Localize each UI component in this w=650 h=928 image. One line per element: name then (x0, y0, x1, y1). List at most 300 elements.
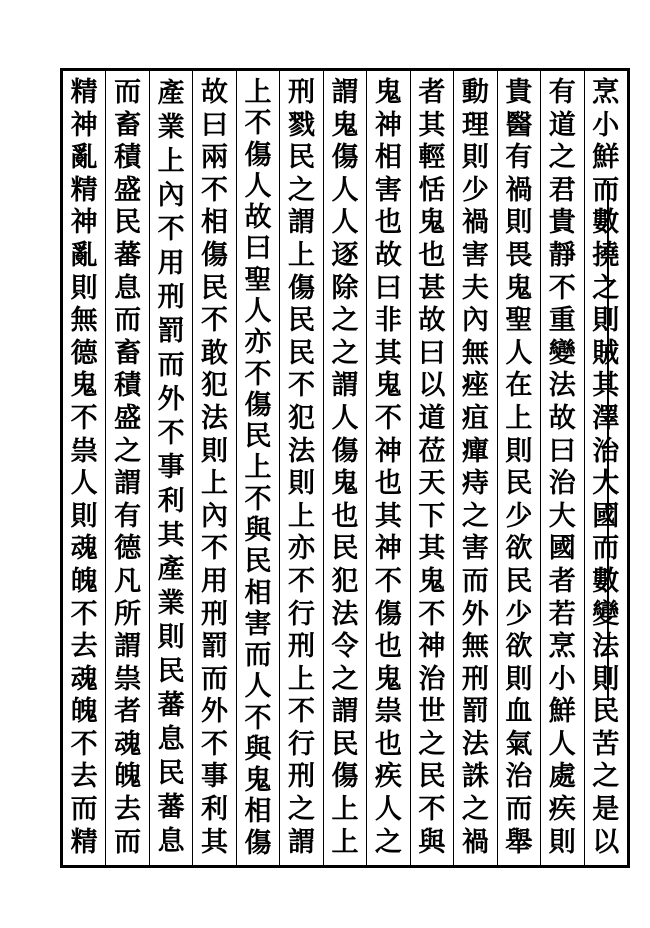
character: 外 (461, 598, 489, 630)
character: 積 (114, 370, 142, 402)
character: 數 (592, 565, 620, 597)
character: 相 (244, 796, 272, 828)
character: 上 (287, 500, 315, 532)
character: 疾 (374, 761, 402, 793)
character: 曰 (244, 233, 272, 265)
character: 不 (157, 214, 185, 245)
character: 曰 (548, 435, 576, 467)
character: 撓 (592, 239, 620, 271)
character: 有 (548, 77, 576, 108)
character: 也 (374, 631, 402, 663)
character: 祟 (114, 663, 142, 695)
character: 人 (374, 794, 402, 826)
character: 民 (287, 305, 315, 337)
character: 人 (548, 728, 576, 760)
character: 去 (114, 794, 142, 826)
character: 國 (548, 533, 576, 565)
character: 則 (70, 272, 98, 304)
character: 相 (201, 207, 229, 239)
character: 害 (461, 239, 489, 271)
character: 上 (201, 468, 229, 500)
character: 世 (418, 696, 446, 728)
character: 則 (505, 435, 533, 467)
character: 業 (157, 588, 185, 619)
character: 其 (374, 500, 402, 532)
character: 動 (461, 77, 489, 108)
character: 犯 (201, 370, 229, 402)
text-column (453, 71, 496, 865)
character: 魄 (70, 565, 98, 597)
character: 有 (505, 142, 533, 174)
character: 祟 (374, 696, 402, 728)
character: 盛 (114, 402, 142, 434)
character: 上 (331, 826, 359, 858)
character: 民 (244, 421, 272, 453)
character: 而 (592, 174, 620, 206)
character: 法 (548, 370, 576, 402)
character: 祟 (70, 435, 98, 467)
character: 所 (114, 598, 142, 630)
character: 謂 (287, 826, 315, 858)
character: 民 (505, 565, 533, 597)
character: 之 (331, 337, 359, 369)
character: 而 (157, 350, 185, 381)
character: 息 (157, 724, 185, 755)
character: 謂 (114, 631, 142, 663)
character: 欲 (505, 631, 533, 663)
character: 傷 (244, 827, 272, 859)
text-column (366, 71, 409, 865)
character: 事 (157, 452, 185, 483)
character: 鬼 (70, 370, 98, 402)
character: 而 (505, 794, 533, 826)
character: 非 (374, 305, 402, 337)
character: 人 (331, 174, 359, 206)
character: 害 (244, 608, 272, 640)
character: 鬼 (374, 77, 402, 108)
character: 不 (244, 108, 272, 140)
page-edge-mark (607, 181, 623, 701)
character: 人 (331, 207, 359, 239)
character: 魂 (70, 663, 98, 695)
character: 不 (287, 370, 315, 402)
character: 無 (461, 337, 489, 369)
character: 犯 (331, 565, 359, 597)
character: 而 (201, 663, 229, 695)
character: 罰 (157, 316, 185, 347)
character: 之 (114, 435, 142, 467)
character: 無 (461, 631, 489, 663)
character: 曰 (418, 337, 446, 369)
character: 其 (374, 337, 402, 369)
character: 其 (157, 520, 185, 551)
character: 敢 (201, 337, 229, 369)
character: 血 (505, 696, 533, 728)
character: 民 (114, 207, 142, 239)
text-column (149, 71, 192, 865)
character: 澤 (592, 402, 620, 434)
character: 亂 (70, 239, 98, 271)
character: 鬼 (418, 207, 446, 239)
character: 之 (592, 272, 620, 304)
character: 罰 (461, 696, 489, 728)
character: 鬼 (374, 663, 402, 695)
character: 積 (114, 142, 142, 174)
character: 上 (505, 402, 533, 434)
character: 故 (374, 239, 402, 271)
character: 謂 (331, 370, 359, 402)
character: 不 (374, 402, 402, 434)
character: 則 (70, 500, 98, 532)
character: 則 (548, 826, 576, 858)
character: 兩 (201, 142, 229, 174)
character: 少 (461, 174, 489, 206)
character: 以 (418, 370, 446, 402)
character: 鬼 (374, 370, 402, 402)
character: 蕃 (157, 690, 185, 721)
character: 也 (374, 728, 402, 760)
character: 上 (287, 663, 315, 695)
character: 民 (244, 546, 272, 578)
character: 民 (505, 468, 533, 500)
character: 而 (592, 533, 620, 565)
character: 也 (374, 468, 402, 500)
character: 利 (201, 794, 229, 826)
character: 與 (244, 514, 272, 546)
character: 道 (548, 109, 576, 141)
character: 之 (418, 728, 446, 760)
character: 法 (461, 728, 489, 760)
character: 上 (287, 239, 315, 271)
character: 內 (461, 305, 489, 337)
character: 不 (201, 174, 229, 206)
character: 畏 (505, 239, 533, 271)
character: 鬼 (331, 109, 359, 141)
character: 去 (70, 631, 98, 663)
character: 則 (592, 305, 620, 337)
character: 不 (548, 272, 576, 304)
character: 則 (461, 142, 489, 174)
character: 魄 (70, 696, 98, 728)
character: 刑 (201, 598, 229, 630)
character: 少 (505, 598, 533, 630)
character: 民 (592, 696, 620, 728)
character: 不 (70, 402, 98, 434)
character: 夫 (461, 272, 489, 304)
character: 其 (592, 370, 620, 402)
character: 畜 (114, 337, 142, 369)
text-column (105, 71, 148, 865)
character: 人 (244, 295, 272, 327)
character: 下 (418, 500, 446, 532)
character: 國 (592, 500, 620, 532)
character: 之 (287, 174, 315, 206)
character: 禍 (461, 826, 489, 858)
character: 也 (331, 500, 359, 532)
text-column (279, 71, 322, 865)
character: 是 (592, 794, 620, 826)
character: 之 (548, 142, 576, 174)
character: 傷 (331, 142, 359, 174)
character: 大 (592, 468, 620, 500)
character: 外 (201, 696, 229, 728)
character: 數 (592, 207, 620, 239)
character: 禍 (505, 174, 533, 206)
character: 神 (374, 109, 402, 141)
character: 相 (244, 577, 272, 609)
character: 舉 (505, 826, 533, 858)
character: 聖 (505, 305, 533, 337)
character: 上 (244, 452, 272, 484)
character: 貴 (505, 77, 533, 108)
character: 傷 (287, 272, 315, 304)
character: 少 (505, 500, 533, 532)
character: 則 (505, 663, 533, 695)
text-columns (63, 71, 627, 865)
character: 變 (548, 337, 576, 369)
character: 醫 (505, 109, 533, 141)
character: 曰 (374, 272, 402, 304)
character: 莅 (418, 435, 446, 467)
character: 道 (418, 402, 446, 434)
character: 魂 (70, 533, 98, 565)
character: 神 (418, 631, 446, 663)
character: 天 (418, 468, 446, 500)
character: 人 (244, 170, 272, 202)
character: 者 (418, 77, 446, 108)
character: 不 (70, 728, 98, 760)
character: 則 (157, 622, 185, 653)
character: 人 (505, 337, 533, 369)
character: 之 (331, 663, 359, 695)
character: 息 (157, 826, 185, 857)
character: 癉 (461, 435, 489, 467)
character: 謂 (331, 696, 359, 728)
text-column (236, 71, 279, 865)
character: 內 (157, 180, 185, 211)
character: 故 (548, 402, 576, 434)
character: 有 (114, 500, 142, 532)
character: 不 (70, 598, 98, 630)
character: 戮 (287, 109, 315, 141)
character: 上 (157, 146, 185, 177)
character: 靜 (548, 239, 576, 271)
character: 魂 (114, 728, 142, 760)
character: 誅 (461, 761, 489, 793)
character: 民 (331, 533, 359, 565)
character: 不 (287, 565, 315, 597)
character: 烹 (592, 77, 620, 108)
character: 其 (418, 533, 446, 565)
character: 行 (287, 728, 315, 760)
character: 鮮 (592, 142, 620, 174)
character: 神 (374, 435, 402, 467)
character: 治 (548, 468, 576, 500)
character: 鮮 (548, 696, 576, 728)
character: 大 (548, 500, 576, 532)
character: 去 (70, 761, 98, 793)
character: 不 (244, 358, 272, 390)
character: 小 (592, 109, 620, 141)
character: 鬼 (331, 468, 359, 500)
character: 刑 (287, 77, 315, 108)
character: 不 (244, 702, 272, 734)
character: 產 (157, 554, 185, 585)
character: 人 (331, 402, 359, 434)
character: 欲 (505, 533, 533, 565)
character: 理 (461, 109, 489, 141)
character: 德 (70, 337, 98, 369)
character: 之 (592, 761, 620, 793)
character: 而 (114, 826, 142, 858)
character: 處 (548, 761, 576, 793)
character: 民 (287, 337, 315, 369)
character: 凡 (114, 565, 142, 597)
character: 疾 (548, 794, 576, 826)
character: 盛 (114, 174, 142, 206)
character: 之 (287, 794, 315, 826)
character: 法 (592, 631, 620, 663)
text-column (323, 71, 366, 865)
character: 令 (331, 631, 359, 663)
text-column (540, 71, 583, 865)
character: 鬼 (505, 272, 533, 304)
character: 疽 (461, 402, 489, 434)
character: 刑 (287, 631, 315, 663)
character: 痤 (461, 370, 489, 402)
character: 若 (548, 598, 576, 630)
character: 聖 (244, 264, 272, 296)
character: 傷 (331, 761, 359, 793)
character: 蕃 (114, 239, 142, 271)
character: 行 (287, 598, 315, 630)
character: 事 (201, 761, 229, 793)
character: 則 (505, 207, 533, 239)
character: 不 (374, 565, 402, 597)
character: 謂 (287, 207, 315, 239)
character: 犯 (287, 402, 315, 434)
character: 輕 (418, 142, 446, 174)
character: 神 (70, 109, 98, 141)
character: 民 (418, 761, 446, 793)
character: 貴 (548, 207, 576, 239)
character: 故 (244, 202, 272, 234)
text-column (410, 71, 453, 865)
character: 與 (244, 733, 272, 765)
character: 則 (592, 663, 620, 695)
character: 而 (461, 565, 489, 597)
character: 蕃 (157, 792, 185, 823)
character: 精 (70, 174, 98, 206)
character: 亦 (244, 327, 272, 359)
character: 烹 (548, 631, 576, 663)
character: 不 (244, 483, 272, 515)
character: 謂 (331, 77, 359, 108)
character: 甚 (418, 272, 446, 304)
character: 治 (592, 435, 620, 467)
character: 故 (201, 77, 229, 108)
character: 故 (418, 305, 446, 337)
character: 人 (70, 468, 98, 500)
character: 刑 (287, 761, 315, 793)
character: 刑 (157, 282, 185, 313)
character: 人 (244, 671, 272, 703)
character: 苦 (592, 728, 620, 760)
text-column (192, 71, 235, 865)
character: 傷 (374, 598, 402, 630)
character: 則 (287, 468, 315, 500)
character: 神 (70, 207, 98, 239)
character: 產 (157, 78, 185, 109)
text-column (63, 71, 105, 865)
character: 小 (548, 663, 576, 695)
character: 內 (201, 500, 229, 532)
character: 利 (157, 486, 185, 517)
document-page (60, 68, 630, 868)
character: 則 (201, 435, 229, 467)
character: 用 (157, 248, 185, 279)
character: 者 (114, 696, 142, 728)
character: 治 (418, 663, 446, 695)
character: 不 (201, 533, 229, 565)
character: 痔 (461, 468, 489, 500)
character: 上 (244, 77, 272, 108)
character: 法 (201, 402, 229, 434)
character: 罰 (201, 631, 229, 663)
character: 傷 (201, 239, 229, 271)
character: 精 (70, 826, 98, 858)
character: 也 (374, 207, 402, 239)
character: 與 (418, 826, 446, 858)
character: 相 (374, 142, 402, 174)
character: 氣 (505, 728, 533, 760)
character: 其 (201, 826, 229, 858)
character: 上 (331, 794, 359, 826)
character: 神 (374, 533, 402, 565)
character: 治 (505, 761, 533, 793)
character: 業 (157, 112, 185, 143)
character: 亦 (287, 533, 315, 565)
character: 民 (287, 142, 315, 174)
character: 恬 (418, 174, 446, 206)
character: 德 (114, 533, 142, 565)
character: 不 (157, 418, 185, 449)
character: 君 (548, 174, 576, 206)
character: 而 (244, 640, 272, 672)
character: 刑 (461, 663, 489, 695)
character: 害 (461, 533, 489, 565)
character: 之 (461, 794, 489, 826)
character: 畜 (114, 109, 142, 141)
character: 精 (70, 77, 98, 108)
character: 不 (418, 598, 446, 630)
character: 傷 (331, 435, 359, 467)
character: 息 (114, 272, 142, 304)
character: 賊 (592, 337, 620, 369)
text-column (497, 71, 540, 865)
character: 害 (374, 174, 402, 206)
character: 之 (461, 500, 489, 532)
character: 傷 (244, 139, 272, 171)
character: 不 (201, 728, 229, 760)
character: 其 (418, 109, 446, 141)
character: 不 (287, 696, 315, 728)
character: 法 (331, 598, 359, 630)
character: 之 (331, 305, 359, 337)
character: 民 (157, 656, 185, 687)
character: 而 (114, 77, 142, 108)
character: 民 (331, 728, 359, 760)
